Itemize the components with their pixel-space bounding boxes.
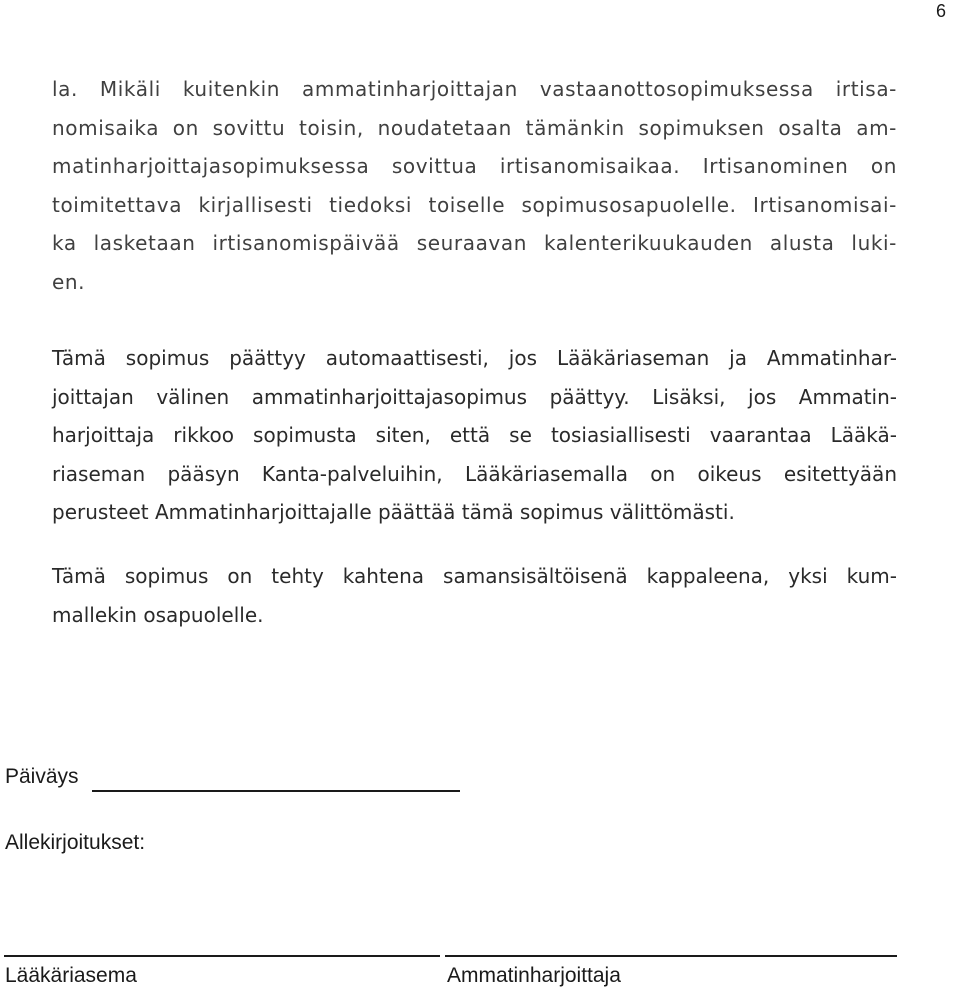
paragraph-line: la. Mikäli kuitenkin ammatinharjoittajan vastaanottosopimuksessa irtisa- xyxy=(52,77,897,101)
paragraph-automatic-termination xyxy=(52,339,897,532)
paragraph-line: Tämä sopimus on tehty kahtena samansisältöisenä kappaleena, yksi kum- xyxy=(52,564,897,588)
signatory-practitioner-label: Ammatinharjoittaja xyxy=(447,964,621,987)
paragraph-line: joittajan välinen ammatinharjoittajasopimus päättyy. Lisäksi, jos Ammatin- xyxy=(52,384,897,409)
paragraph-line: Tämä sopimus päättyy automaattisesti, jos Lääkäriaseman ja Ammatinhar- xyxy=(52,346,897,370)
date-label: Päiväys xyxy=(5,765,79,788)
paragraph-line: riaseman pääsyn Kanta-palveluihin, Lääkäriasemalla on oikeus esitettyään xyxy=(52,461,897,486)
paragraph-line: harjoittaja rikkoo sopimusta siten, että se tosiasiallisesti vaarantaa Lääkä- xyxy=(52,423,897,448)
paragraph-line: ka lasketaan irtisanomispäivää seuraavan kalenterikuukauden alusta luki- xyxy=(52,231,897,256)
paragraph-line: mallekin osapuolelle. xyxy=(52,602,264,627)
paragraph-termination-notice xyxy=(52,70,897,302)
paragraph-line: matinharjoittajasopimuksessa sovittua irtisanomisaikaa. Irtisanominen on xyxy=(52,154,897,179)
paragraph-line: nomisaika on sovittu toisin, noudatetaan tämänkin sopimuksen osalta am- xyxy=(52,115,897,140)
paragraph-line: en. xyxy=(52,269,86,294)
date-field-line[interactable] xyxy=(92,790,460,792)
page-number: 6 xyxy=(935,1,946,21)
paragraph-line: perusteet Ammatinharjoittajalle päättää tämä sopimus välittömästi. xyxy=(52,500,735,525)
paragraph-copies xyxy=(52,557,897,634)
signature-line-practitioner[interactable] xyxy=(445,955,897,957)
signature-line-clinic[interactable] xyxy=(4,955,440,957)
paragraph-line: toimitettava kirjallisesti tiedoksi toiselle sopimusosapuolelle. Irtisanomisai- xyxy=(52,192,897,217)
signatory-clinic-label: Lääkäriasema xyxy=(5,964,137,987)
signatures-label: Allekirjoitukset: xyxy=(5,831,146,854)
